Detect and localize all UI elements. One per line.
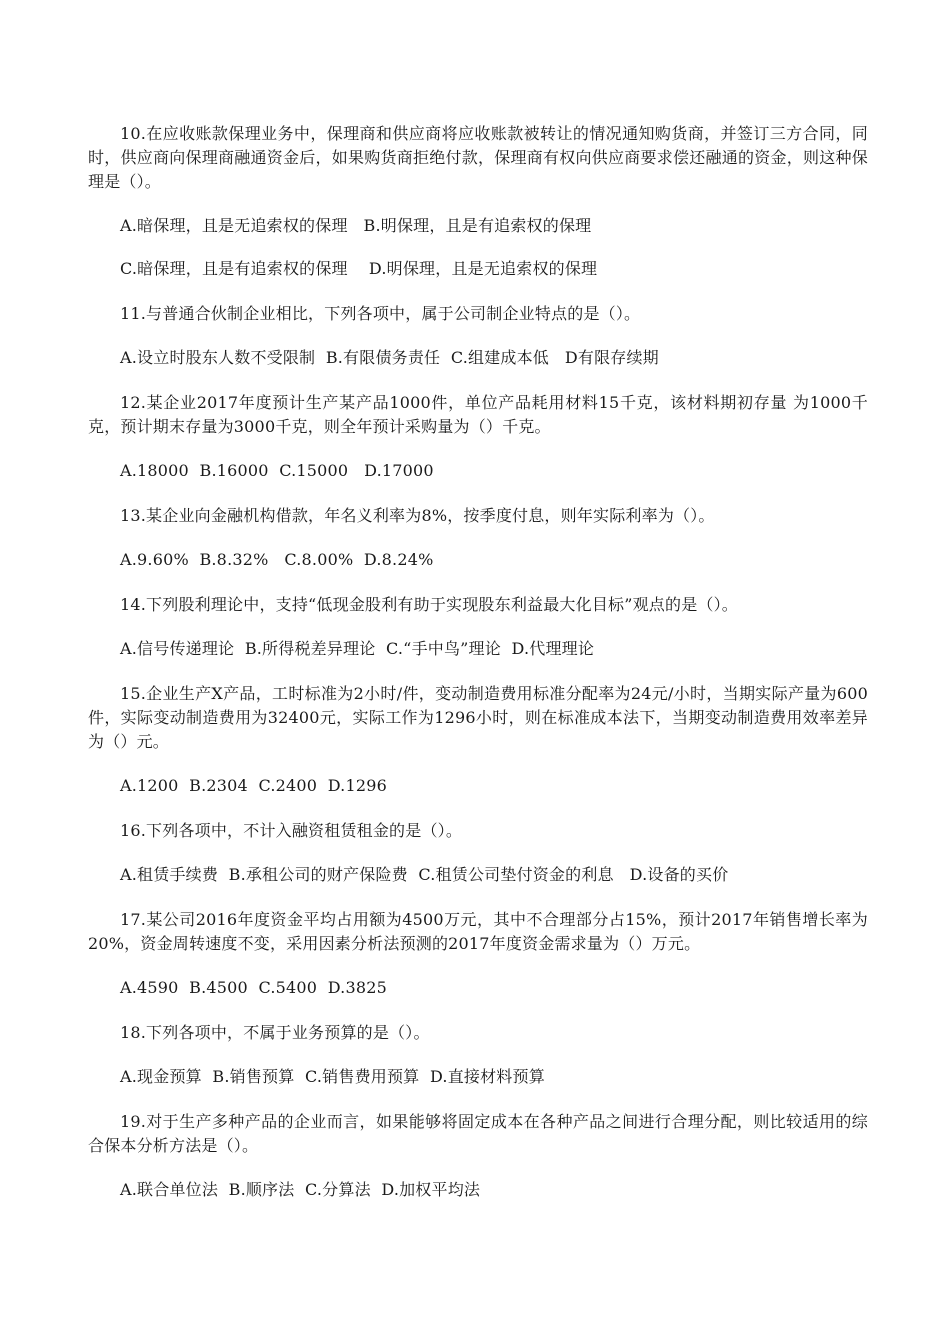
question-stem: 16.下列各项中，不计入融资租赁租金的是（）。 xyxy=(120,821,463,840)
option-line: A.9.60% B.8.32% C.8.00% D.8.24% xyxy=(120,550,434,569)
question-stem: 11.与普通合伙制企业相比，下列各项中，属于公司制企业特点的是（）。 xyxy=(120,304,641,323)
question-11 xyxy=(88,302,868,370)
question-stem: 17.某公司2016年度资金平均占用额为4500万元，其中不合理部分占15%，预计2017年销售增长率为20%，资金周转速度不变，采用因素分析法预测的2017年度资金需求量为（）万元。 xyxy=(88,910,868,953)
question-stem: 10.在应收账款保理业务中，保理商和供应商将应收账款被转让的情况通知购货商，并签订三方合同，同时，供应商向保理商融通资金后，如果购货商拒绝付款，保理商有权向供应商要求偿还融通的资金，则这种保理是（）。 xyxy=(88,124,868,191)
option-line: C.暗保理，且是有追索权的保理 D.明保理，且是无追索权的保理 xyxy=(120,259,598,278)
option-line: A.4590 B.4500 C.5400 D.3825 xyxy=(120,978,387,997)
question-stem: 15.企业生产X产品，工时标准为2小时/件，变动制造费用标准分配率为24元/小时，当期实际产量为600件，实际变动制造费用为32400元，实际工作为1296小时，则在标准成本法下，当期变动制造费用效率差异为（）元。 xyxy=(88,684,868,751)
option-line: A.租赁手续费 B.承租公司的财产保险费 C.租赁公司垫付资金的利息 D.设备的买价 xyxy=(120,865,729,884)
question-14 xyxy=(88,593,868,661)
option-line: A.18000 B.16000 C.15000 D.17000 xyxy=(120,461,434,480)
document-page xyxy=(88,122,868,1223)
option-line: A.联合单位法 B.顺序法 C.分算法 D.加权平均法 xyxy=(120,1180,481,1199)
question-13 xyxy=(88,504,868,572)
question-stem: 13.某企业向金融机构借款，年名义利率为8%，按季度付息，则年实际利率为（）。 xyxy=(120,506,715,525)
question-stem: 19.对于生产多种产品的企业而言，如果能够将固定成本在各种产品之间进行合理分配，则比较适用的综合保本分析方法是（）。 xyxy=(88,1112,868,1155)
question-stem: 14.下列股利理论中，支持“低现金股利有助于实现股东利益最大化目标”观点的是（）。 xyxy=(120,595,739,614)
question-stem: 12.某企业2017年度预计生产某产品1000件，单位产品耗用材料15千克，该材料期初存量 为1000千克，预计期末存量为3000千克，则全年预计采购量为（）千克。 xyxy=(88,393,868,436)
question-18 xyxy=(88,1021,868,1089)
question-10 xyxy=(88,122,868,281)
option-line: A.1200 B.2304 C.2400 D.1296 xyxy=(120,776,387,795)
option-line: A.暗保理，且是无追索权的保理 B.明保理，且是有追索权的保理 xyxy=(120,216,592,235)
question-17 xyxy=(88,908,868,1000)
question-12 xyxy=(88,391,868,483)
question-16 xyxy=(88,819,868,887)
question-stem: 18.下列各项中，不属于业务预算的是（）。 xyxy=(120,1023,430,1042)
option-line: A.信号传递理论 B.所得税差异理论 C.“手中鸟”理论 D.代理理论 xyxy=(120,639,595,658)
option-line: A.现金预算 B.销售预算 C.销售费用预算 D.直接材料预算 xyxy=(120,1067,545,1086)
question-19 xyxy=(88,1110,868,1202)
question-15 xyxy=(88,682,868,798)
option-line: A.设立时股东人数不受限制 B.有限债务责任 C.组建成本低 D有限存续期 xyxy=(120,348,659,367)
